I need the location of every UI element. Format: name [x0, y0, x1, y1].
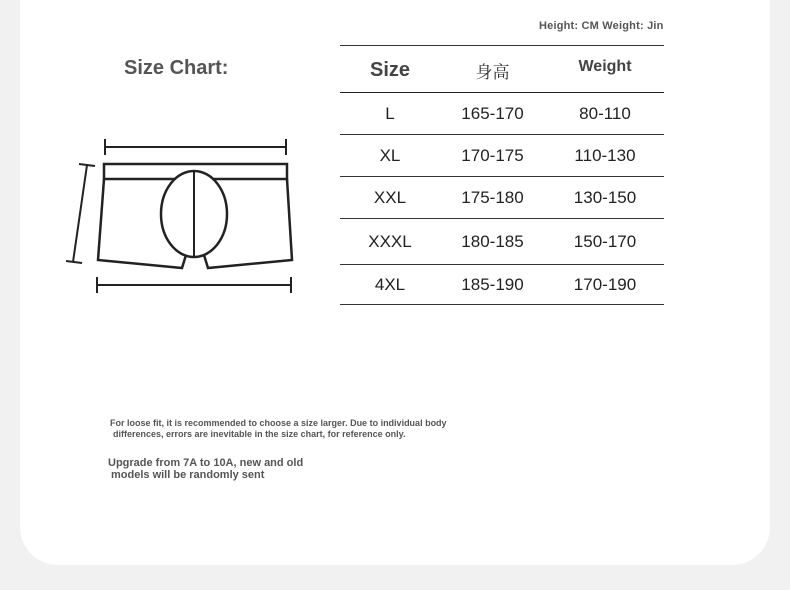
size-cell: 4XL	[374, 274, 406, 294]
header-height: 身高	[475, 62, 510, 82]
height-cell: 180-185	[461, 231, 524, 251]
height-cell: 165-170	[461, 103, 524, 123]
upgrade-note	[108, 457, 303, 481]
size-table	[340, 45, 664, 305]
table-row	[340, 177, 664, 219]
size-cell: XL	[379, 145, 401, 165]
weight-cell: 80-110	[579, 103, 631, 123]
weight-cell: 110-130	[574, 145, 636, 165]
header-weight: Weight	[578, 58, 632, 75]
table-row	[340, 219, 664, 265]
units-label: Height: CM Weight: Jin	[539, 20, 664, 32]
height-cell: 170-175	[461, 145, 524, 165]
size-chart-title: Size Chart:	[124, 57, 229, 79]
fit-note-line-2: differences, errors are inevitable in the size chart, for reference only.	[113, 429, 406, 439]
size-cell: XXXL	[368, 231, 412, 251]
weight-cell: 150-170	[573, 231, 637, 251]
height-measure-end-bottom	[66, 261, 82, 263]
header-size: Size	[369, 58, 411, 81]
upgrade-note-line-2: models will be randomly sent	[111, 469, 265, 481]
table-row	[340, 135, 664, 177]
table-row	[340, 93, 664, 135]
weight-cell: 170-190	[573, 274, 637, 294]
table-row	[340, 265, 664, 305]
fit-note	[110, 418, 447, 440]
upgrade-note-line-1: Upgrade from 7A to 10A, new and old	[108, 457, 304, 469]
weight-cell: 130-150	[573, 187, 637, 207]
height-cell: 175-180	[461, 187, 524, 207]
table-header-row	[340, 45, 664, 93]
height-measure-end-top	[79, 164, 95, 166]
size-cell: XXL	[373, 187, 407, 207]
fit-note-line-1: For loose fit, it is recommended to choose a size larger. Due to individual body	[110, 418, 447, 428]
height-measure-line	[73, 165, 87, 262]
size-cell: L	[385, 103, 395, 123]
height-cell: 185-190	[461, 274, 524, 294]
boxer-briefs-outline-icon	[60, 130, 310, 300]
